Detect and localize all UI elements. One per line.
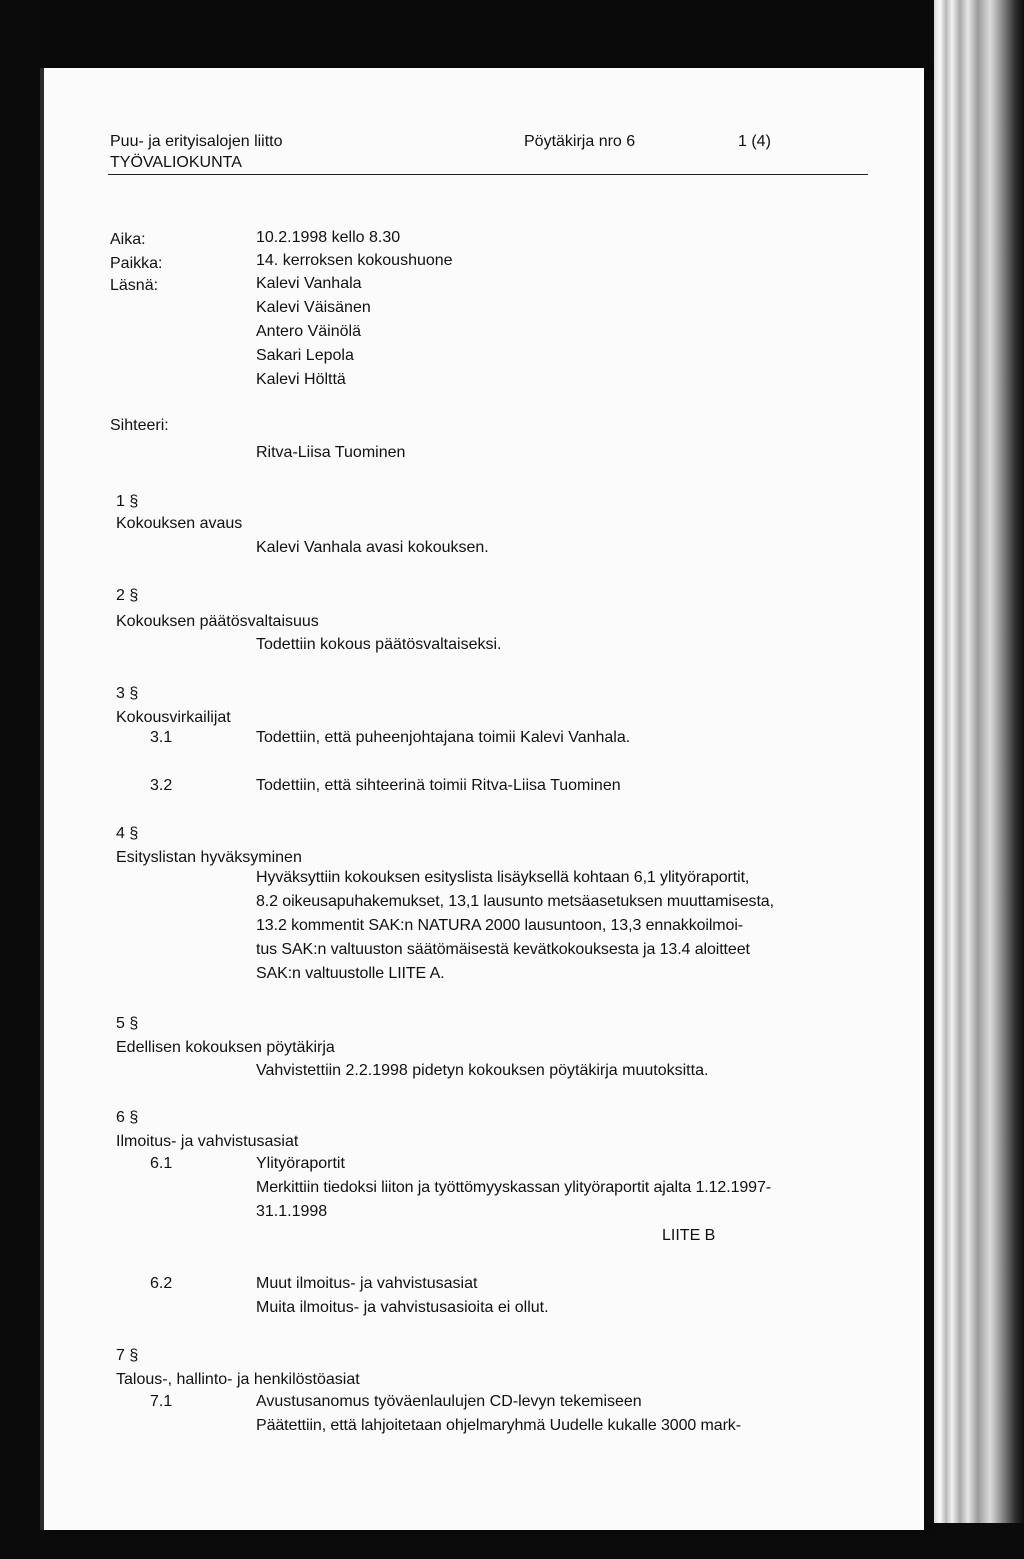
section-number: 2 § [116, 587, 139, 604]
page-number: 1 (4) [738, 133, 771, 150]
section-title: Esityslistan hyväksyminen [116, 849, 302, 866]
section-number: 7 § [116, 1347, 139, 1364]
document-title: Pöytäkirja nro 6 [524, 133, 636, 150]
attendee: Sakari Lepola [256, 347, 354, 364]
item-text: Todettiin, että puheenjohtajana toimii Kalevi Vanhala. [256, 729, 631, 746]
aika-value: 10.2.1998 kello 8.30 [256, 229, 401, 246]
item-title: Ylityöraportit [256, 1155, 345, 1172]
paikka-label: Paikka: [110, 255, 163, 272]
section-text: Todettiin kokous päätösvaltaiseksi. [256, 636, 502, 653]
item-text: Merkittiin tiedoksi liiton ja työttömyyskassan ylityöraportit ajalta 1.12.1997- [256, 1179, 771, 1196]
section-text-line: 13.2 kommentit SAK:n NATURA 2000 lausuntoon, 13,3 ennakkoilmoi- [256, 917, 744, 934]
section-number: 5 § [116, 1015, 139, 1032]
section-number: 4 § [116, 825, 139, 842]
section-title: Edellisen kokouksen pöytäkirja [116, 1039, 335, 1056]
paikka-value: 14. kerroksen kokoushuone [256, 252, 453, 269]
section-text-line: Hyväksyttiin kokouksen esityslista lisäyksellä kohtaan 6,1 ylityöraportit, [256, 869, 750, 886]
section-text: Kalevi Vanhala avasi kokouksen. [256, 539, 489, 556]
section-number: 1 § [116, 493, 139, 510]
item-title: Muut ilmoitus- ja vahvistusasiat [256, 1275, 478, 1292]
section-number: 6 § [116, 1109, 139, 1126]
section-number: 3 § [116, 685, 139, 702]
section-text-line: 8.2 oikeusapuhakemukset, 13,1 lausunto metsäasetuksen muuttamisesta, [256, 893, 774, 910]
item-number: 3.1 [150, 729, 173, 746]
item-number: 6.1 [150, 1155, 173, 1172]
section-text-line: tus SAK:n valtuuston säätömäisestä kevätkokouksesta ja 13.4 aloitteet [256, 941, 750, 958]
item-text: 31.1.1998 [256, 1203, 328, 1220]
section-title: Kokousvirkailijat [116, 709, 231, 726]
committee-name: TYÖVALIOKUNTA [110, 154, 242, 171]
item-text: Todettiin, että sihteerinä toimii Ritva-Liisa Tuominen [256, 777, 621, 794]
attendee: Antero Väinölä [256, 323, 361, 340]
item-number: 6.2 [150, 1275, 173, 1292]
sihteeri-value: Ritva-Liisa Tuominen [256, 444, 406, 461]
section-text: Vahvistettiin 2.2.1998 pidetyn kokouksen pöytäkirja muutoksitta. [256, 1062, 709, 1079]
attendee: Kalevi Hölttä [256, 371, 346, 388]
lasna-label: Läsnä: [110, 277, 159, 294]
section-title: Kokouksen avaus [116, 515, 243, 532]
attendee: Kalevi Väisänen [256, 299, 371, 316]
section-title: Ilmoitus- ja vahvistusasiat [116, 1133, 299, 1150]
item-title: Avustusanomus työväenlaulujen CD-levyn tekemiseen [256, 1393, 642, 1410]
item-number: 7.1 [150, 1393, 173, 1410]
aika-label: Aika: [110, 231, 146, 248]
section-title: Kokouksen päätösvaltaisuus [116, 613, 319, 630]
item-text: Muita ilmoitus- ja vahvistusasioita ei ollut. [256, 1299, 549, 1316]
section-text-line: SAK:n valtuustolle LIITE A. [256, 965, 445, 982]
sihteeri-label: Sihteeri: [110, 417, 169, 434]
section-title: Talous-, hallinto- ja henkilöstöasiat [116, 1371, 360, 1388]
header-rule [108, 174, 868, 175]
document-page [44, 68, 924, 1530]
attachment-label: LIITE B [662, 1227, 716, 1244]
attendee: Kalevi Vanhala [256, 275, 362, 292]
item-number: 3.2 [150, 777, 173, 794]
scan-border-left [0, 0, 40, 1559]
org-name: Puu- ja erityisalojen liitto [110, 133, 283, 150]
item-text: Päätettiin, että lahjoitetaan ohjelmaryhmä Uudelle kukalle 3000 mark- [256, 1417, 741, 1434]
page-stack-edge [934, 0, 1024, 1559]
